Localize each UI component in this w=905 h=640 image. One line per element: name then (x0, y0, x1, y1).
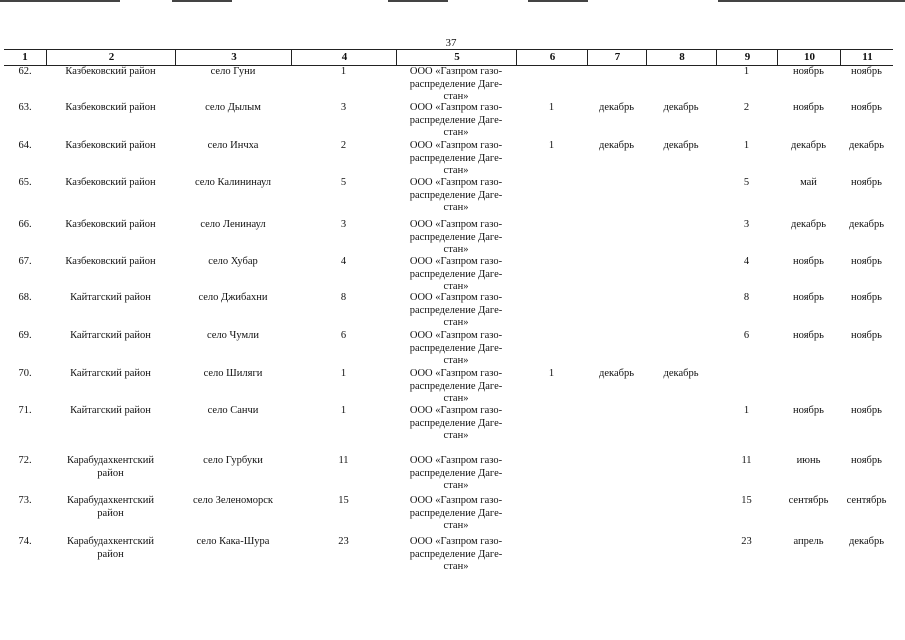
cell-month-start: ноябрь (793, 102, 824, 113)
cell-organization (396, 495, 516, 533)
cell-row-number: 74. (18, 536, 32, 547)
cell-month-start: ноябрь (793, 66, 824, 77)
cell-row-number: 63. (18, 102, 32, 113)
cell-row-number: 73. (18, 495, 32, 506)
cell-col-9: 1 (743, 66, 750, 77)
header-cell-10: 10 (777, 50, 841, 65)
organization-line: стан» (443, 480, 469, 491)
cell-row-number: 70. (18, 368, 32, 379)
cell-col-9: 6 (743, 330, 750, 341)
cell-col-9: 1 (743, 405, 750, 416)
cell-organization (396, 368, 516, 406)
cell-row-number: 62. (18, 66, 32, 77)
cell-month-start: декабрь (791, 140, 826, 151)
cell-col-8: декабрь (663, 368, 699, 379)
organization-line: распределение Даге- (409, 380, 503, 392)
cell-count: 4 (340, 256, 347, 267)
cell-village: село Гурбуки (203, 455, 263, 466)
cell-village: село Инчха (207, 140, 259, 151)
cell-count: 1 (340, 405, 347, 416)
cell-row-number: 66. (18, 219, 32, 230)
cell-village: село Хубар (208, 256, 258, 267)
organization-line: распределение Даге- (409, 467, 503, 479)
cell-district: Казбековский район (65, 177, 156, 188)
cell-col-7: декабрь (599, 368, 634, 379)
organization-line: распределение Даге- (409, 304, 503, 316)
organization-line: стан» (443, 244, 469, 255)
cell-col-9: 3 (743, 219, 750, 230)
cell-month-end: сентябрь (846, 495, 887, 506)
header-cell-8: 8 (646, 50, 717, 65)
organization-line: распределение Даге- (409, 114, 503, 126)
organization-line: распределение Даге- (409, 189, 503, 201)
cell-col-9: 4 (743, 256, 750, 267)
organization-line: ООО «Газпром газо- (409, 405, 503, 416)
cell-col-9: 11 (741, 455, 752, 466)
header-cell-2: 2 (46, 50, 176, 65)
organization-line: распределение Даге- (409, 342, 503, 354)
organization-line: стан» (443, 355, 469, 366)
header-cell-4: 4 (291, 50, 397, 65)
cell-village: село Санчи (207, 405, 259, 416)
organization-line: распределение Даге- (409, 417, 503, 429)
cell-month-end: ноябрь (851, 455, 882, 466)
cell-organization (396, 256, 516, 294)
organization-line: ООО «Газпром газо- (409, 455, 503, 466)
organization-line: стан» (443, 165, 469, 176)
scan-edge-line (718, 0, 905, 2)
organization-line: ООО «Газпром газо- (409, 256, 503, 267)
cell-month-end: ноябрь (851, 292, 882, 303)
cell-village: село Ленинаул (200, 219, 266, 230)
scan-edge-line (172, 0, 232, 2)
cell-col-6: 1 (548, 140, 555, 151)
cell-month-end: декабрь (849, 140, 884, 151)
organization-line: ООО «Газпром газо- (409, 330, 503, 341)
cell-month-end: ноябрь (851, 66, 882, 77)
cell-col-9: 15 (741, 495, 752, 506)
organization-line: распределение Даге- (409, 78, 503, 90)
page-number: 37 (445, 37, 457, 49)
cell-month-end: декабрь (849, 536, 884, 547)
cell-count: 1 (340, 368, 347, 379)
cell-col-9: 8 (743, 292, 750, 303)
cell-organization (396, 102, 516, 140)
cell-district: Карабудахкентский район (66, 455, 155, 479)
organization-line: ООО «Газпром газо- (409, 219, 503, 230)
cell-count: 8 (340, 292, 347, 303)
header-cell-9: 9 (716, 50, 778, 65)
cell-organization (396, 536, 516, 574)
header-cell-1: 1 (22, 51, 28, 63)
cell-district: Карабудахкентский район (66, 495, 155, 519)
cell-district: Казбековский район (65, 219, 156, 230)
cell-count: 15 (338, 495, 349, 506)
cell-month-start: декабрь (791, 219, 826, 230)
cell-month-start: май (800, 177, 817, 188)
organization-line: стан» (443, 202, 469, 213)
cell-district: Казбековский район (65, 102, 156, 113)
cell-row-number: 72. (18, 455, 32, 466)
cell-count: 11 (338, 455, 349, 466)
cell-count: 3 (340, 219, 347, 230)
organization-line: стан» (443, 393, 469, 404)
organization-line: стан» (443, 317, 469, 328)
cell-month-start: ноябрь (793, 330, 824, 341)
cell-organization (396, 219, 516, 257)
cell-district: Казбековский район (65, 66, 156, 77)
cell-organization (396, 292, 516, 330)
cell-organization (396, 177, 516, 215)
organization-line: распределение Даге- (409, 268, 503, 280)
cell-district: Казбековский район (65, 140, 156, 151)
scan-edge-line (388, 0, 448, 2)
cell-month-start: июнь (796, 455, 821, 466)
organization-line: ООО «Газпром газо- (409, 66, 503, 77)
organization-line: распределение Даге- (409, 548, 503, 560)
cell-count: 5 (340, 177, 347, 188)
organization-line: стан» (443, 430, 469, 441)
organization-line: стан» (443, 127, 469, 138)
organization-line: распределение Даге- (409, 152, 503, 164)
cell-village: село Дылым (205, 102, 261, 113)
organization-line: ООО «Газпром газо- (409, 140, 503, 151)
organization-line: стан» (443, 91, 469, 102)
cell-district: Кайтагский район (70, 292, 151, 303)
cell-month-end: ноябрь (851, 330, 882, 341)
organization-line: ООО «Газпром газо- (409, 102, 503, 113)
cell-month-start: ноябрь (793, 256, 824, 267)
organization-line: стан» (443, 281, 469, 292)
cell-village: село Гуни (210, 66, 256, 77)
cell-row-number: 65. (18, 177, 32, 188)
cell-col-8: декабрь (663, 102, 699, 113)
organization-line: ООО «Газпром газо- (409, 292, 503, 303)
cell-count: 6 (340, 330, 347, 341)
header-cell-5: 5 (396, 50, 517, 65)
cell-organization (396, 140, 516, 178)
organization-line: распределение Даге- (409, 507, 503, 519)
cell-row-number: 67. (18, 256, 32, 267)
cell-district: Кайтагский район (70, 368, 151, 379)
cell-month-start: сентябрь (788, 495, 829, 506)
cell-organization (396, 405, 516, 443)
cell-count: 1 (340, 66, 347, 77)
organization-line: стан» (443, 520, 469, 531)
header-cell-11: 11 (840, 50, 894, 65)
cell-month-end: ноябрь (851, 405, 882, 416)
cell-district: Кайтагский район (70, 405, 151, 416)
cell-month-end: ноябрь (851, 177, 882, 188)
cell-organization (396, 66, 516, 104)
header-cell-3: 3 (175, 50, 292, 65)
cell-row-number: 64. (18, 140, 32, 151)
cell-col-9: 1 (743, 140, 750, 151)
organization-line: ООО «Газпром газо- (409, 536, 503, 547)
cell-row-number: 69. (18, 330, 32, 341)
cell-month-start: ноябрь (793, 405, 824, 416)
cell-month-start: ноябрь (793, 292, 824, 303)
header-cell-7: 7 (587, 50, 647, 65)
cell-col-8: декабрь (663, 140, 699, 151)
cell-month-end: декабрь (849, 219, 884, 230)
cell-row-number: 71. (18, 405, 32, 416)
cell-month-end: ноябрь (851, 256, 882, 267)
cell-village: село Зеленоморск (193, 495, 273, 506)
cell-organization (396, 455, 516, 493)
cell-village: село Кака-Шура (196, 536, 270, 547)
cell-col-7: декабрь (599, 102, 634, 113)
cell-col-6: 1 (548, 368, 555, 379)
cell-count: 2 (340, 140, 347, 151)
cell-col-9: 23 (741, 536, 752, 547)
cell-col-9: 5 (743, 177, 750, 188)
cell-district: Казбековский район (65, 256, 156, 267)
cell-col-7: декабрь (599, 140, 634, 151)
organization-line: ООО «Газпром газо- (409, 495, 503, 506)
cell-village: село Калининаул (194, 177, 272, 188)
organization-line: ООО «Газпром газо- (409, 177, 503, 188)
scan-edge-line (0, 0, 120, 2)
cell-row-number: 68. (18, 292, 32, 303)
cell-count: 23 (338, 536, 349, 547)
cell-col-6: 1 (548, 102, 555, 113)
cell-organization (396, 330, 516, 368)
table-header (4, 49, 893, 66)
organization-line: распределение Даге- (409, 231, 503, 243)
cell-village: село Джибахни (198, 292, 268, 303)
cell-col-9: 2 (743, 102, 750, 113)
header-cell-6: 6 (516, 50, 588, 65)
cell-district: Кайтагский район (70, 330, 151, 341)
cell-month-start: апрель (793, 536, 824, 547)
cell-month-end: ноябрь (851, 102, 882, 113)
cell-village: село Чумли (206, 330, 259, 341)
organization-line: ООО «Газпром газо- (409, 368, 503, 379)
cell-count: 3 (340, 102, 347, 113)
scan-edge-line (528, 0, 588, 2)
organization-line: стан» (443, 561, 469, 572)
cell-district: Карабудахкентский район (66, 536, 155, 560)
cell-village: село Шиляги (203, 368, 263, 379)
